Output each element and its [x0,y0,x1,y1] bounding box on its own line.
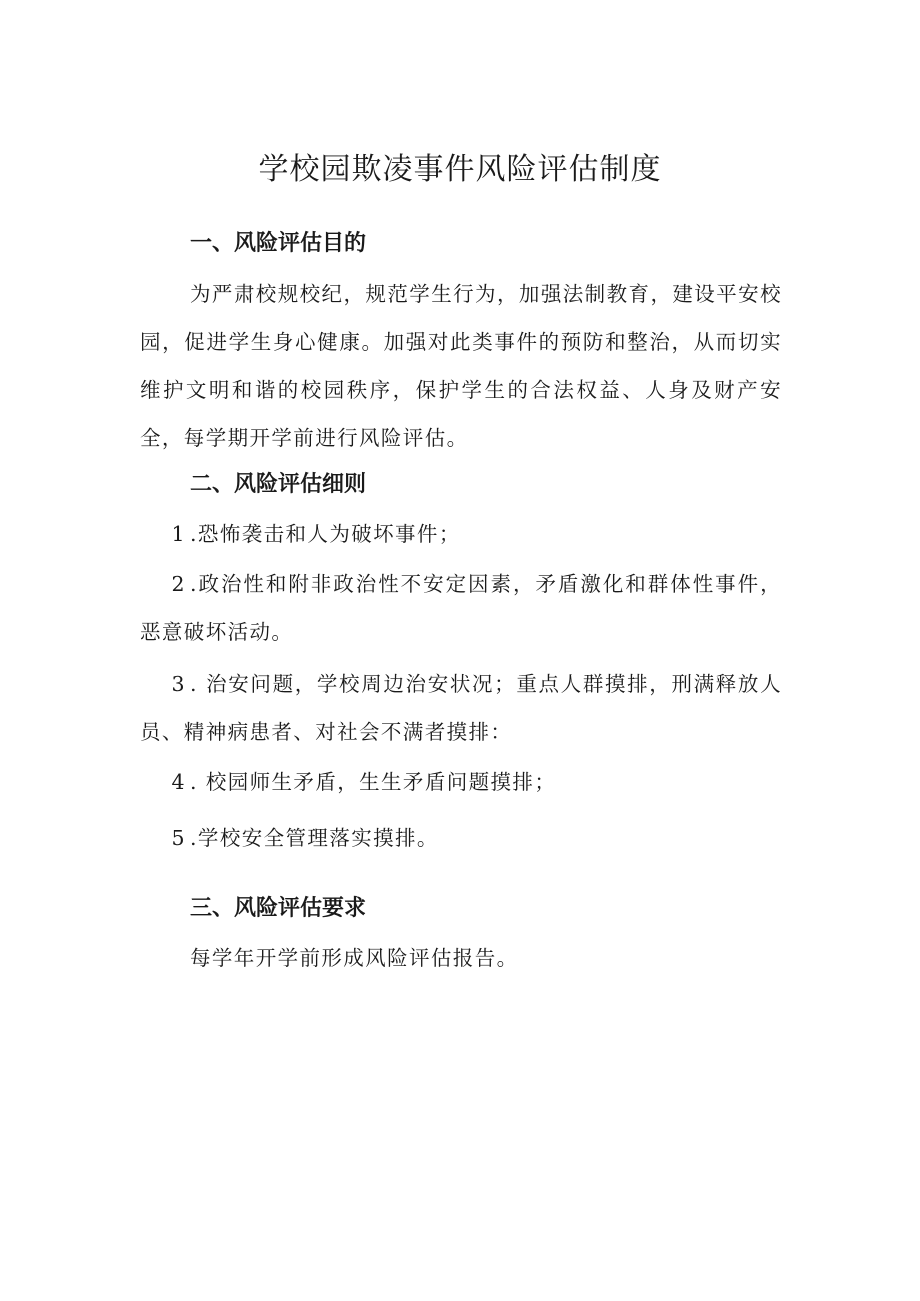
list-item-3 [140,660,782,756]
list-item-text: . 校园师生矛盾，生生矛盾问题摸排； [190,770,557,794]
section2-heading: 二、风险评估细则 [190,472,367,497]
list-item-2 [140,560,782,656]
section1-body: 为严肃校规校纪，规范学生行为，加强法制教育，建设平安校园，促进学生身心健康。加强对此类事件的预防和整治，从而切实维护文明和谐的校园秩序，保护学生的合法权益、人身及财产安全，每学期开学前进行风险评估。 [140,282,782,450]
list-item-text: .学校安全管理落实摸排。 [190,826,439,850]
list-item-number: 2 [171,572,186,596]
section3-body: 每学年开学前形成风险评估报告。 [190,946,519,970]
list-item-4 [140,758,782,806]
list-item-text: .政治性和附非政治性不安定因素，矛盾激化和群体性事件，恶意破坏活动。 [140,572,782,644]
list-item-text: .恐怖袭击和人为破坏事件； [190,522,461,546]
list-item-number: 3 [171,672,186,696]
list-item-number: 4 [171,770,186,794]
section3-heading: 三、风险评估要求 [190,896,367,921]
list-item-number: 1 [171,522,186,546]
section1-heading: 一、风险评估目的 [190,231,367,256]
list-item-1 [140,510,782,558]
document-title: 学校园欺凌事件风险评估制度 [258,152,662,187]
list-item-text: . 治安问题，学校周边治安状况；重点人群摸排，刑满释放人员、精神病患者、对社会不满者摸排： [140,672,782,744]
list-item-5 [140,814,782,862]
list-item-number: 5 [171,826,186,850]
